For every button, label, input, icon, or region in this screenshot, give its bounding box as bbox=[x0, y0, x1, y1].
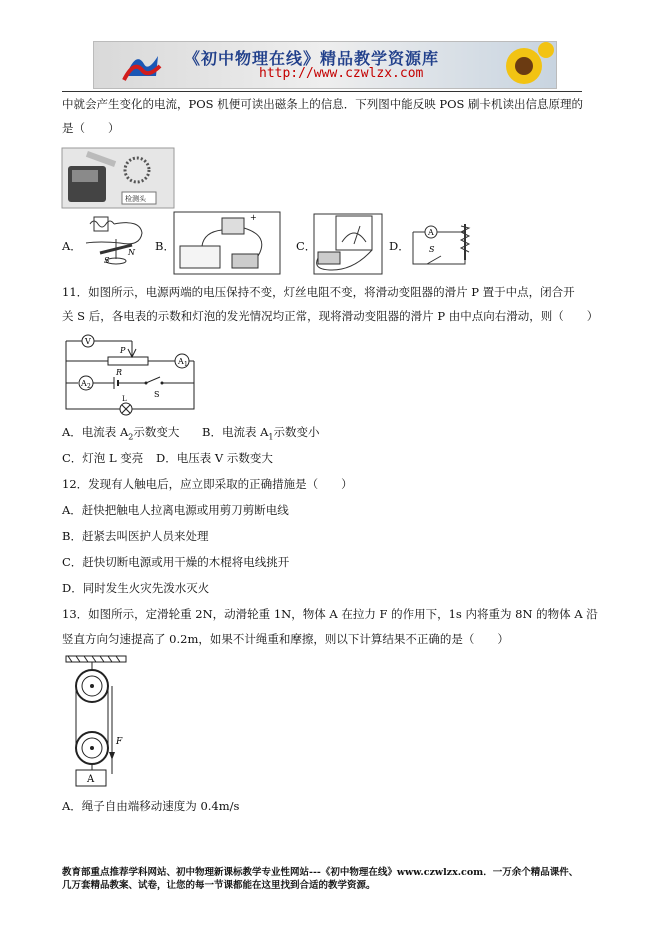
q11-option-c[interactable]: C．灯泡 L 变亮 bbox=[62, 451, 144, 465]
voltmeter-label: V bbox=[85, 337, 91, 346]
q13-option-a[interactable]: A．绳子自由端移动速度为 0.4m/s bbox=[62, 799, 240, 813]
q12-stem: 12．发现有人触电后，应立即采取的正确措施是（ ） bbox=[62, 477, 353, 491]
svg-text:S: S bbox=[104, 256, 110, 265]
lamp-label: L bbox=[122, 395, 127, 403]
q12-option-b[interactable]: B．赶紧去叫医护人员来处理 bbox=[62, 529, 209, 543]
ammeter-a2-label: A bbox=[81, 379, 87, 388]
q11-text-line2: 关 S 后，各电表的示数和灯泡的发光情况均正常，现将滑动变阻器的滑片 P 由中点向右滑动，则（ ） bbox=[62, 309, 599, 323]
q11-option-a[interactable]: A．电流表 $A_2$示数变大 bbox=[62, 425, 180, 442]
q12-option-d[interactable]: D．同时发生火灾先泼水灭火 bbox=[62, 581, 210, 595]
pos-machine-figure bbox=[62, 148, 174, 208]
block-a-label: A bbox=[87, 774, 95, 785]
q11-option-b[interactable]: B．电流表 $A_1$示数变小 bbox=[202, 425, 320, 442]
q13-text-line2: 竖直方向匀速提高了 0.2m，如果不计绳重和摩擦，则以下计算结果不正确的是（ ） bbox=[62, 632, 509, 646]
rheostat-label: R bbox=[116, 368, 123, 377]
q11-text-line1: 11．如图所示，电源两端的电压保持不变，灯丝电阻不变，将滑动变阻器的滑片 P 置于中点，闭合开 bbox=[62, 285, 575, 299]
switch-label: S bbox=[154, 390, 160, 399]
svg-text:S: S bbox=[429, 245, 435, 254]
q10-text-line2: 是（ ） bbox=[62, 121, 120, 135]
electromagnet-figure bbox=[405, 220, 477, 268]
footer-line2: 几万套精品教案、试卷，让您的每一节课都能在这里找到合适的教学资源。 bbox=[62, 880, 376, 891]
q11-option-d[interactable]: D．电压表 V 示数变大 bbox=[156, 451, 273, 465]
banner-url[interactable]: http://www.czwlzx.com bbox=[259, 66, 424, 81]
q12-option-a[interactable]: A．赶快把触电人拉离电源或用剪刀剪断电线 bbox=[62, 503, 289, 517]
site-logo-icon bbox=[122, 46, 162, 84]
slider-label: P bbox=[120, 346, 126, 355]
banner-title: 《初中物理在线》精品教学资源库 bbox=[184, 49, 440, 68]
detector-label: 检测头 bbox=[125, 195, 146, 203]
svg-text:N: N bbox=[128, 248, 135, 257]
svg-text:1: 1 bbox=[184, 361, 188, 368]
q10-option-a[interactable]: A． bbox=[62, 239, 82, 253]
header-banner bbox=[93, 41, 557, 89]
q12-option-c[interactable]: C．赶快切断电源或用干燥的木棍将电线挑开 bbox=[62, 555, 290, 569]
footer-line1: 教育部重点推荐学科网站、初中物理新课标教学专业性网站---《初中物理在线》www.czwlzx.com．一万余个精品课件、 bbox=[62, 867, 579, 878]
galvanometer-figure bbox=[314, 214, 382, 274]
svg-text:+: + bbox=[250, 213, 257, 222]
magnet-coil-figure bbox=[80, 213, 150, 269]
svg-text:A: A bbox=[428, 228, 434, 237]
pulley-figure bbox=[62, 656, 130, 788]
svg-text:2: 2 bbox=[87, 383, 91, 390]
q10-option-d[interactable]: D． bbox=[389, 239, 410, 253]
q10-text-line1: 中就会产生变化的电流，POS 机便可读出磁条上的信息．下列图中能反映 POS 刷卡机读出信息原理的 bbox=[62, 97, 584, 111]
motor-battery-figure bbox=[174, 212, 280, 274]
header-rule bbox=[62, 91, 582, 92]
q11-circuit-diagram bbox=[62, 333, 198, 415]
q10-option-b[interactable]: B． bbox=[155, 239, 175, 253]
q13-text-line1: 13．如图所示，定滑轮重 2N，动滑轮重 1N，物体 A 在拉力 F 的作用下，1s 内将重为 8N 的物体 A 沿 bbox=[62, 607, 598, 621]
sunflower-icon bbox=[494, 42, 554, 88]
q10-option-c[interactable]: C． bbox=[296, 239, 317, 253]
ammeter-a1-label: A bbox=[178, 357, 184, 366]
force-label: F bbox=[116, 737, 123, 747]
